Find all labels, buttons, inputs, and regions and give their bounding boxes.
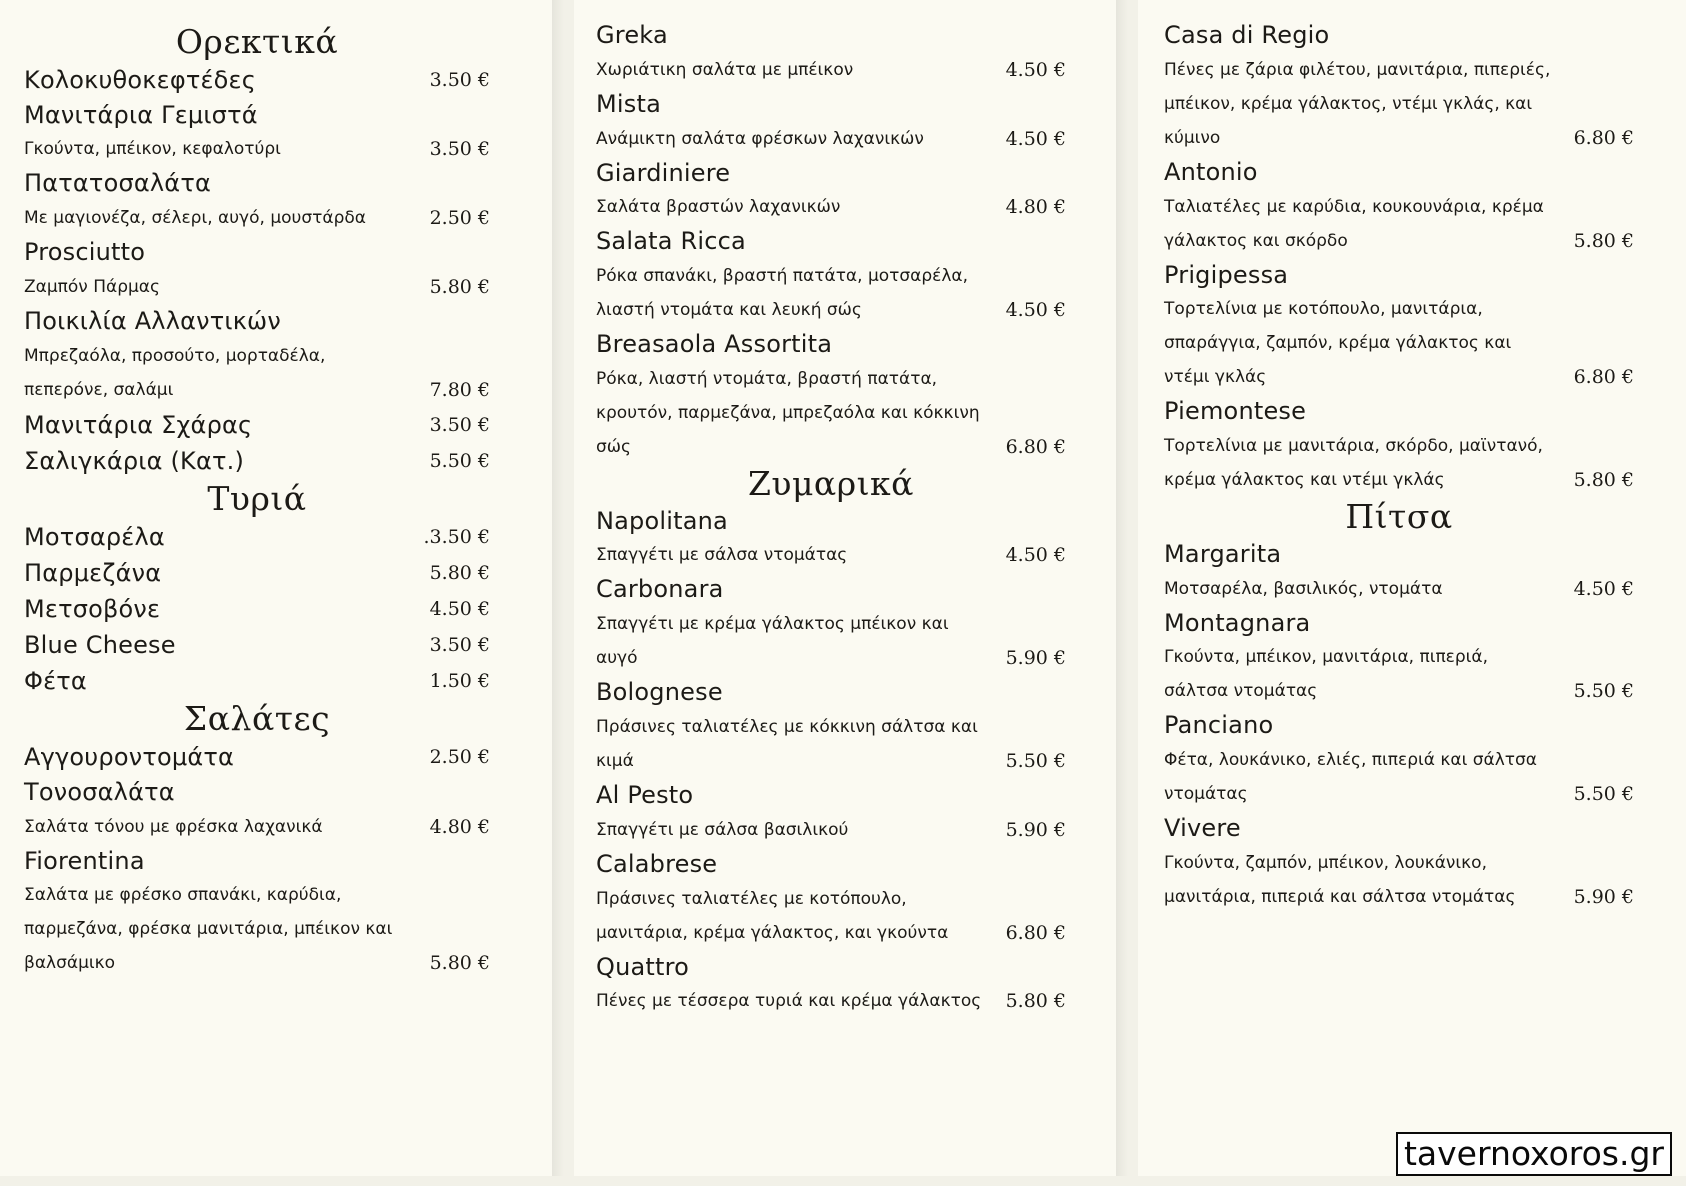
item-description: Σπαγγέτι με σάλσα βασιλικού bbox=[596, 819, 849, 840]
item-description: Πένες με ζάρια φιλέτου, μανιτάρια, πιπεριές, μπέικον, κρέμα γάλακτος, ντέμι γκλάς, και κύμινο bbox=[1164, 59, 1551, 148]
menu-item bbox=[1164, 155, 1634, 258]
item-description: Γκούντα, ζαμπόν, μπέικον, λουκάνικο, μανιτάρια, πιπεριά και σάλτσα ντομάτας bbox=[1164, 852, 1516, 907]
section-title: Πίτσα bbox=[1345, 497, 1453, 537]
menu-item bbox=[24, 555, 490, 591]
menu-item bbox=[596, 847, 1066, 950]
menu-column-2 bbox=[574, 0, 1116, 1176]
item-description: Σπαγγέτι με σάλσα ντομάτας bbox=[596, 545, 848, 566]
item-name: Panciano bbox=[1164, 711, 1274, 740]
item-name: Fiorentina bbox=[24, 846, 145, 875]
menu-item bbox=[24, 98, 490, 167]
menu-item bbox=[596, 87, 1066, 156]
item-price: 6.80 € bbox=[1573, 126, 1634, 149]
menu-item bbox=[1164, 537, 1634, 606]
item-description: Σπαγγέτι με κρέμα γάλακτος μπέικον και αυγό bbox=[596, 614, 949, 669]
item-description: Πράσινες ταλιατέλες με κοτόπουλο, μανιτάρια, κρέμα γάλακτος, και γκούντα bbox=[596, 888, 949, 943]
item-price: 6.80 € bbox=[1005, 921, 1066, 944]
section-title: Σαλάτες bbox=[183, 699, 331, 739]
item-price: 5.80 € bbox=[429, 276, 490, 299]
item-name: Breasaola Assortita bbox=[596, 330, 833, 359]
item-description: Σαλάτα βραστών λαχανικών bbox=[596, 197, 841, 218]
item-price: 6.80 € bbox=[1573, 366, 1634, 389]
item-name: Margarita bbox=[1164, 539, 1282, 568]
menu-item bbox=[24, 627, 490, 663]
menu-item bbox=[24, 519, 490, 555]
menu-item bbox=[24, 166, 490, 235]
menu-column-3 bbox=[1138, 0, 1686, 1176]
item-name: Napolitana bbox=[596, 506, 728, 535]
item-name: Μανιτάρια Σχάρας bbox=[24, 411, 253, 440]
item-price: 5.80 € bbox=[1573, 469, 1634, 492]
menu-item bbox=[24, 62, 490, 98]
item-price: 5.80 € bbox=[429, 561, 490, 584]
item-name: Φέτα bbox=[24, 667, 87, 696]
item-name: Antonio bbox=[1164, 157, 1258, 186]
menu-item bbox=[24, 407, 490, 443]
item-description: Σαλάτα τόνου με φρέσκα λαχανικά bbox=[24, 816, 323, 837]
item-name: Vivere bbox=[1164, 814, 1241, 843]
item-price: 1.50 € bbox=[429, 670, 490, 693]
item-description: Χωριάτικη σαλάτα με μπέικον bbox=[596, 59, 854, 80]
item-name: Παρμεζάνα bbox=[24, 559, 162, 588]
item-price: 3.50 € bbox=[429, 633, 490, 656]
item-price: 5.80 € bbox=[429, 952, 490, 975]
item-description: Μοτσαρέλα, βασιλικός, ντομάτα bbox=[1164, 578, 1443, 599]
menu-item bbox=[24, 739, 490, 775]
item-name: Greka bbox=[596, 21, 668, 49]
menu-item bbox=[1164, 394, 1634, 497]
menu-item bbox=[24, 775, 490, 844]
item-price: 5.50 € bbox=[1573, 680, 1634, 703]
item-price: 5.90 € bbox=[1573, 885, 1634, 908]
item-description: Ζαμπόν Πάρμας bbox=[24, 277, 160, 298]
item-name: Mista bbox=[596, 89, 661, 118]
menu-column-1 bbox=[0, 0, 552, 1176]
item-name: Blue Cheese bbox=[24, 631, 176, 660]
item-price: 5.90 € bbox=[1005, 647, 1066, 670]
item-name: Ποικιλία Αλλαντικών bbox=[24, 307, 281, 336]
item-name: Τονοσαλάτα bbox=[24, 777, 175, 806]
section-title: Τυριά bbox=[207, 479, 307, 519]
menu-item bbox=[24, 591, 490, 627]
menu-item bbox=[24, 663, 490, 699]
item-name: Μετσοβόνε bbox=[24, 595, 161, 624]
item-name: Casa di Regio bbox=[1164, 21, 1330, 49]
item-name: Σαλιγκάρια (Κατ.) bbox=[24, 447, 245, 476]
menu-item bbox=[24, 443, 490, 479]
item-description: Φέτα, λουκάνικο, ελιές, πιπεριά και σάλτσα ντομάτας bbox=[1164, 750, 1537, 805]
menu-item bbox=[596, 778, 1066, 847]
menu-item bbox=[24, 844, 490, 981]
item-name: Bolognese bbox=[596, 678, 723, 707]
item-name: Carbonara bbox=[596, 575, 724, 604]
item-price: 4.50 € bbox=[429, 597, 490, 620]
menu-item bbox=[596, 18, 1066, 87]
item-name: Piemontese bbox=[1164, 397, 1307, 426]
item-price: 5.50 € bbox=[1573, 783, 1634, 806]
item-price: 4.50 € bbox=[1573, 577, 1634, 600]
menu-item bbox=[596, 504, 1066, 573]
item-price: 3.50 € bbox=[429, 413, 490, 436]
item-price: 5.50 € bbox=[1005, 749, 1066, 772]
item-description: Ρόκα σπανάκι, βραστή πατάτα, μοτσαρέλα, λιαστή ντομάτα και λευκή σώς bbox=[596, 266, 969, 321]
item-name: Μοτσαρέλα bbox=[24, 522, 165, 551]
menu-item bbox=[1164, 18, 1634, 155]
item-name: Giardiniere bbox=[596, 158, 731, 187]
item-name: Montagnara bbox=[1164, 608, 1311, 637]
item-price: .3.50 € bbox=[423, 525, 490, 548]
item-name: Al Pesto bbox=[596, 780, 694, 809]
section-title: Ζυμαρικά bbox=[748, 463, 914, 503]
menu-item bbox=[24, 304, 490, 407]
item-name: Salata Ricca bbox=[596, 227, 746, 256]
site-watermark: tavernoxoros.gr bbox=[1396, 1132, 1672, 1176]
item-description: Γκούντα, μπέικον, μανιτάρια, πιπεριά, σάλτσα ντομάτας bbox=[1164, 647, 1489, 702]
item-price: 4.50 € bbox=[1005, 299, 1066, 322]
item-name: Πατατοσαλάτα bbox=[24, 169, 211, 198]
menu-item bbox=[596, 224, 1066, 327]
item-price: 4.80 € bbox=[429, 815, 490, 838]
item-price: 2.50 € bbox=[429, 207, 490, 230]
item-description: Τορτελίνια με κοτόπουλο, μανιτάρια, σπαράγγια, ζαμπόν, κρέμα γάλακτος και ντέμι γκλάς bbox=[1164, 299, 1512, 388]
item-price: 6.80 € bbox=[1005, 435, 1066, 458]
item-price: 4.80 € bbox=[1005, 196, 1066, 219]
item-price: 5.90 € bbox=[1005, 818, 1066, 841]
item-name: Κολοκυθοκεφτέδες bbox=[24, 65, 257, 94]
item-name: Prigipessa bbox=[1164, 260, 1289, 289]
menu-item bbox=[596, 572, 1066, 675]
item-name: Μανιτάρια Γεμιστά bbox=[24, 100, 258, 129]
item-price: 3.50 € bbox=[429, 138, 490, 161]
item-price: 4.50 € bbox=[1005, 544, 1066, 567]
item-price: 2.50 € bbox=[429, 745, 490, 768]
item-price: 5.80 € bbox=[1573, 229, 1634, 252]
section-title: Ορεκτικά bbox=[175, 22, 339, 61]
menu-item bbox=[596, 675, 1066, 778]
item-price: 7.80 € bbox=[429, 378, 490, 401]
item-name: Calabrese bbox=[596, 849, 718, 878]
item-description: Ταλιατέλες με καρύδια, κουκουνάρια, κρέμα γάλακτος και σκόρδο bbox=[1164, 196, 1544, 251]
item-description: Γκούντα, μπέικον, κεφαλοτύρι bbox=[24, 139, 281, 160]
item-description: Πράσινες ταλιατέλες με κόκκινη σάλτσα και κιμά bbox=[596, 716, 978, 771]
menu-item bbox=[596, 950, 1066, 1019]
menu-item bbox=[1164, 708, 1634, 811]
item-price: 3.50 € bbox=[429, 68, 490, 91]
item-price: 5.80 € bbox=[1005, 990, 1066, 1013]
item-description: Πένες με τέσσερα τυριά και κρέμα γάλακτος bbox=[596, 991, 982, 1012]
menu-item bbox=[596, 156, 1066, 225]
item-name: Quattro bbox=[596, 952, 690, 981]
menu-item bbox=[24, 235, 490, 304]
item-description: Ρόκα, λιαστή ντομάτα, βραστή πατάτα, κρουτόν, παρμεζάνα, μπρεζαόλα και κόκκινη σώς bbox=[596, 368, 980, 457]
menu-item bbox=[1164, 606, 1634, 709]
item-description: Με μαγιονέζα, σέλερι, αυγό, μουστάρδα bbox=[24, 208, 366, 229]
menu-item bbox=[1164, 258, 1634, 395]
item-description: Ανάμικτη σαλάτα φρέσκων λαχανικών bbox=[596, 128, 924, 149]
item-description: Σαλάτα με φρέσκο σπανάκι, καρύδια, παρμεζάνα, φρέσκα μανιτάρια, μπέικον και βαλσάμικο bbox=[24, 885, 393, 974]
item-price: 5.50 € bbox=[429, 449, 490, 472]
item-price: 4.50 € bbox=[1005, 127, 1066, 150]
item-name: Αγγουροντομάτα bbox=[24, 743, 235, 772]
menu-item bbox=[596, 327, 1066, 464]
item-description: Μπρεζαόλα, προσούτο, μορταδέλα, πεπερόνε, σαλάμι bbox=[24, 345, 326, 400]
menu-item bbox=[1164, 811, 1634, 914]
item-name: Prosciutto bbox=[24, 238, 146, 267]
item-price: 4.50 € bbox=[1005, 58, 1066, 81]
item-description: Τορτελίνια με μανιτάρια, σκόρδο, μαϊντανό, κρέμα γάλακτος και ντέμι γκλάς bbox=[1164, 436, 1543, 491]
